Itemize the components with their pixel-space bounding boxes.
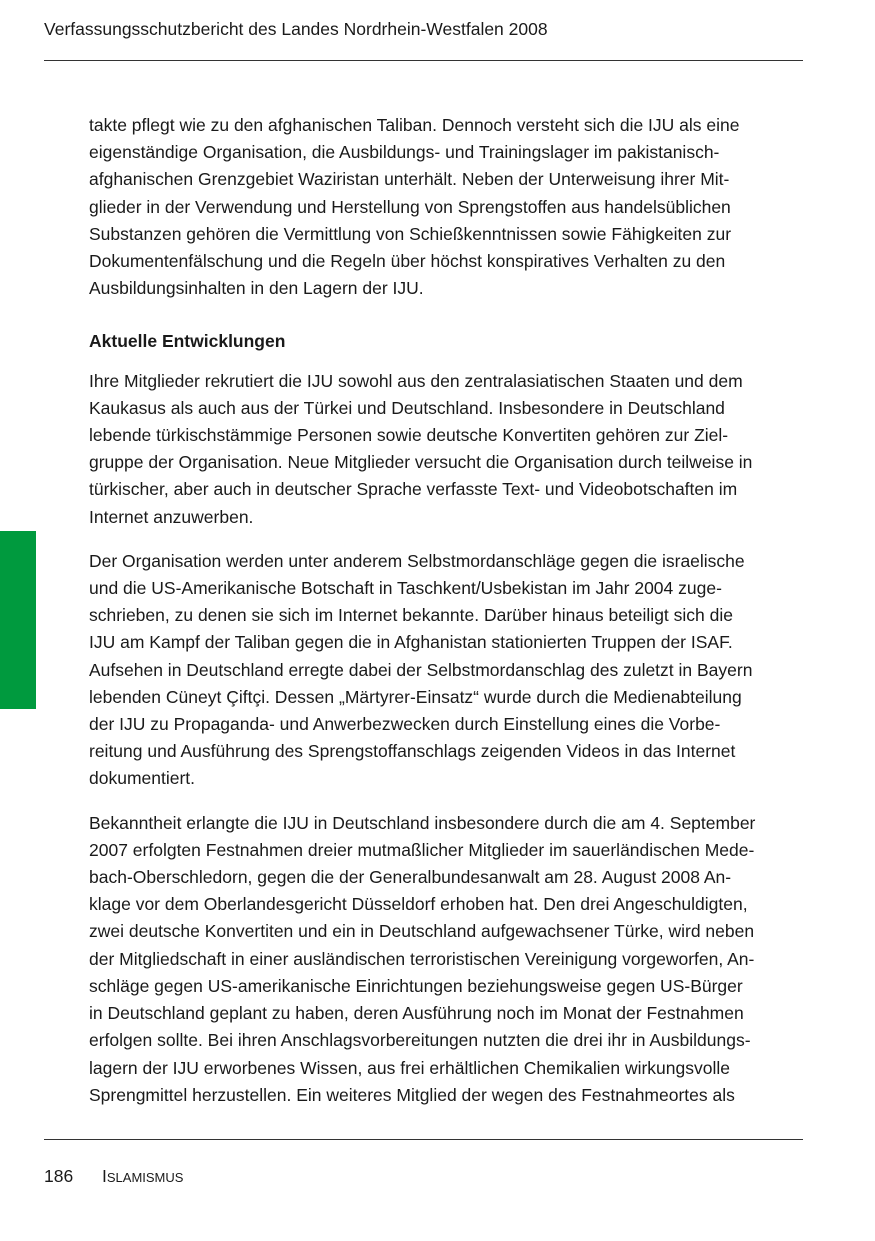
header-rule: [44, 60, 803, 61]
text-line: und die US-Amerikanische Botschaft in Taschkent/Usbekistan im Jahr 2004 zuge-: [89, 578, 722, 599]
text-line: zwei deutsche Konvertiten und ein in Deutschland aufgewachsener Türke, wird neben: [89, 921, 755, 942]
text-line: in Deutschland geplant zu haben, deren Ausführung noch im Monat der Festnahmen: [89, 1003, 744, 1024]
footer-rule: [44, 1139, 803, 1140]
text-line: eigenständige Organisation, die Ausbildungs- und Trainingslager im pakistanisch-: [89, 142, 720, 163]
text-line: IJU am Kampf der Taliban gegen die in Afghanistan stationierten Truppen der ISAF.: [89, 632, 733, 653]
page-body: [89, 112, 805, 1109]
text-line: der IJU zu Propaganda- und Anwerbezwecken durch Einstellung eines die Vorbe-: [89, 714, 721, 735]
text-line: klage vor dem Oberlandesgericht Düsseldorf erhoben hat. Den drei Angeschuldigten,: [89, 894, 748, 915]
chapter-side-tab: [0, 531, 36, 709]
text-line: schrieben, zu denen sie sich im Internet bekannte. Darüber hinaus beteiligt sich die: [89, 605, 733, 626]
text-line: erfolgen sollte. Bei ihren Anschlagsvorbereitungen nutzten die drei ihr in Ausbildungs-: [89, 1030, 751, 1051]
text-line: bach-Oberschledorn, gegen die der Generalbundesanwalt am 28. August 2008 An-: [89, 867, 732, 888]
text-line: afghanischen Grenzgebiet Waziristan unterhält. Neben der Unterweisung ihrer Mit-: [89, 169, 730, 190]
text-line: Kaukasus als auch aus der Türkei und Deutschland. Insbesondere in Deutschland: [89, 397, 725, 418]
text-line: takte pflegt wie zu den afghanischen Taliban. Dennoch versteht sich die IJU als eine: [89, 115, 740, 135]
text-line: Ihre Mitglieder rekrutiert die IJU sowohl aus den zentralasiatischen Staaten und dem: [89, 370, 743, 391]
text-line: Der Organisation werden unter anderem Selbstmordanschläge gegen die israelische: [89, 550, 745, 571]
text-line: türkischer, aber auch in deutscher Sprache verfasste Text- und Videobotschaften im: [89, 479, 738, 500]
paragraph-1: [89, 112, 805, 302]
text-line: glieder in der Verwendung und Herstellung von Sprengstoffen aus handelsüblichen: [89, 196, 731, 217]
paragraph-4: [89, 810, 805, 1109]
text-line: dokumentiert.: [89, 768, 196, 789]
text-line: Ausbildungsinhalten in den Lagern der IJU.: [89, 278, 424, 299]
section-name-rest: SLAMISMUS: [106, 1170, 184, 1185]
text-line: Sprengmittel herzustellen. Ein weiteres Mitglied der wegen des Festnahmeortes als: [89, 1084, 735, 1105]
section-heading: Aktuelle Entwicklungen: [89, 331, 286, 352]
text-line: Bekanntheit erlangte die IJU in Deutschland insbesondere durch die am 4. September: [89, 812, 756, 833]
text-line: Internet anzuwerben.: [89, 506, 254, 527]
text-line: 2007 erfolgten Festnahmen dreier mutmaßlicher Mitglieder im sauerländischen Mede-: [89, 839, 755, 860]
text-line: gruppe der Organisation. Neue Mitglieder versucht die Organisation durch teilweise in: [89, 452, 753, 473]
text-line: lebenden Cüneyt Çiftçi. Dessen „Märtyrer-Einsatz“ wurde durch die Medienabteilung: [89, 686, 742, 707]
text-line: Substanzen gehören die Vermittlung von Schießkenntnissen sowie Fähigkeiten zur: [89, 223, 732, 244]
text-line: Aufsehen in Deutschland erregte dabei der Selbstmordanschlag des zuletzt in Bayern: [89, 659, 753, 680]
text-line: Dokumentenfälschung und die Regeln über höchst konspiratives Verhalten zu den: [89, 251, 726, 272]
section-name-initial: I: [102, 1166, 107, 1186]
text-line: lagern der IJU erworbenes Wissen, aus frei erhältlichen Chemikalien wirkungsvolle: [89, 1057, 730, 1078]
text-line: reitung und Ausführung des Sprengstoffanschlags zeigenden Videos in das Internet: [89, 741, 736, 762]
text-line: lebende türkischstämmige Personen sowie deutsche Konvertiten gehören zur Ziel-: [89, 425, 729, 446]
text-line: der Mitgliedschaft in einer ausländischen terroristischen Vereinigung vorgeworfen, An-: [89, 948, 755, 969]
paragraph-2: [89, 368, 805, 531]
text-line: schläge gegen US-amerikanische Einrichtungen beziehungsweise gegen US-Bürger: [89, 975, 743, 996]
section-name: [102, 1166, 183, 1186]
page-number: 186: [44, 1166, 74, 1186]
page-footer: [44, 1164, 183, 1190]
paragraph-3: [89, 548, 805, 793]
header-title: Verfassungsschutzbericht des Landes Nordrhein-Westfalen 2008: [44, 19, 548, 39]
